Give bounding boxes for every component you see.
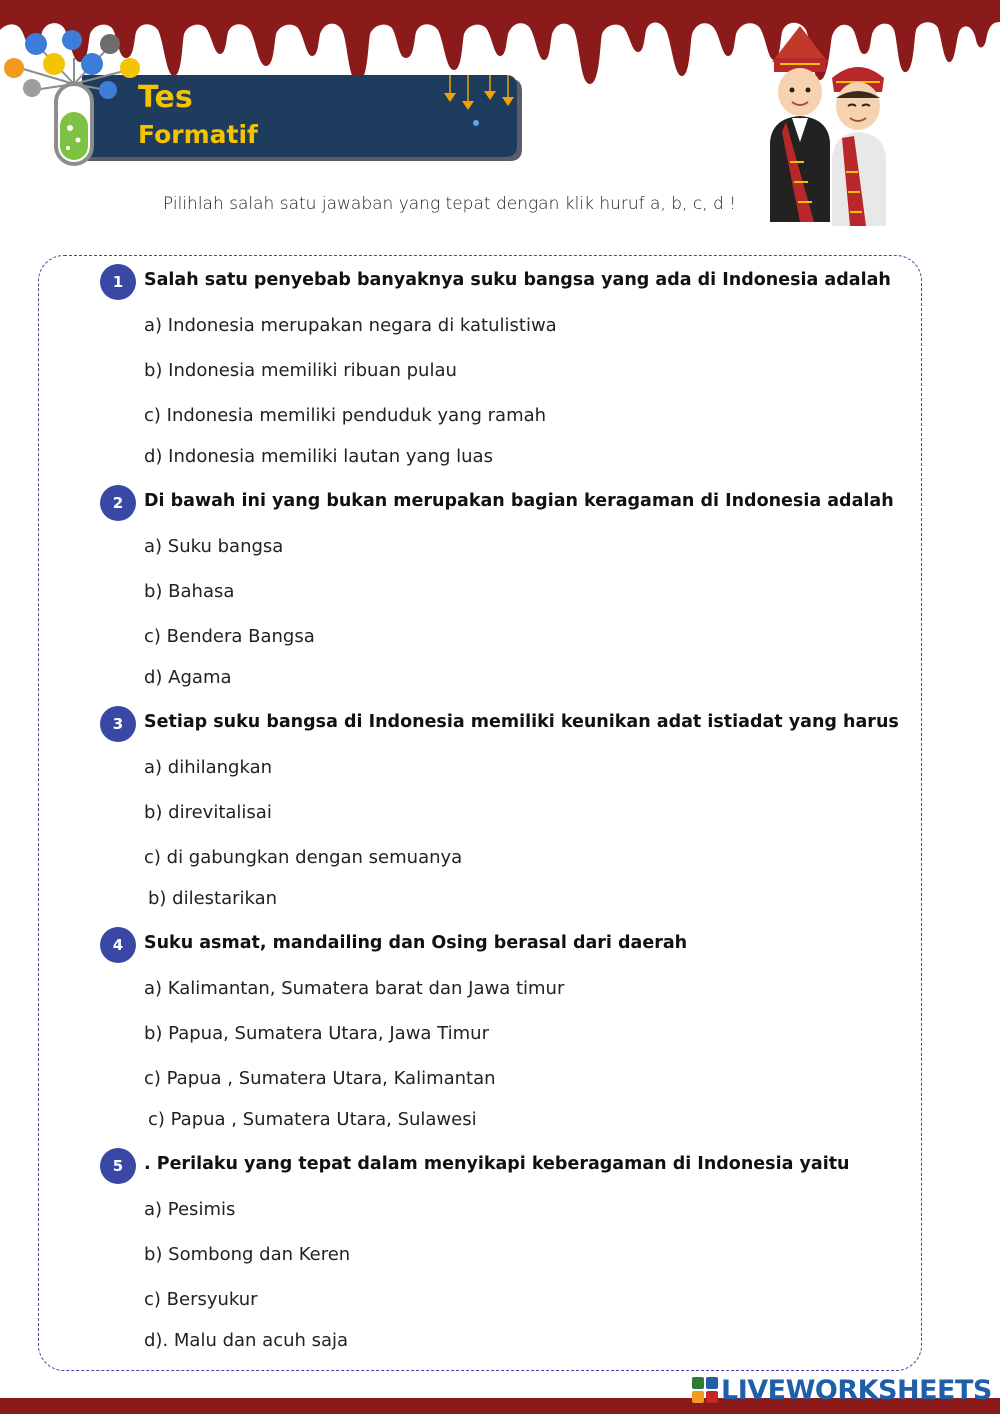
answer-option[interactable]: d) Indonesia memiliki lautan yang luas [144, 446, 493, 467]
answer-option[interactable]: b) Bahasa [144, 581, 235, 602]
question-number-badge: 1 [100, 264, 136, 300]
question-number-badge: 3 [100, 706, 136, 742]
title-line-2: Formatif [138, 120, 258, 149]
test-tube-icon [0, 28, 150, 168]
answer-option[interactable]: c) Bendera Bangsa [144, 626, 315, 647]
answer-option[interactable]: b) direvitalisai [144, 802, 272, 823]
answer-option[interactable]: a) dihilangkan [144, 757, 273, 778]
answer-option[interactable]: a) Indonesia merupakan negara di katulistiwa [144, 315, 557, 336]
answer-option[interactable]: c) Indonesia memiliki penduduk yang ramah [144, 405, 547, 426]
question-text: Di bawah ini yang bukan merupakan bagian keragaman di Indonesia adalah [144, 491, 894, 511]
answer-option[interactable]: a) Suku bangsa [144, 536, 284, 557]
answer-option[interactable]: d) Agama [144, 667, 232, 688]
logo-text: LIVEWORKSHEETS [721, 1374, 992, 1406]
answer-option[interactable]: c) Papua , Sumatera Utara, Kalimantan [144, 1068, 496, 1089]
traditional-couple-illustration [762, 22, 894, 228]
answer-option[interactable]: b) Indonesia memiliki ribuan pulau [144, 360, 457, 381]
question-text: . Perilaku yang tepat dalam menyikapi keberagaman di Indonesia yaitu [144, 1154, 850, 1174]
answer-option[interactable]: a) Pesimis [144, 1199, 236, 1220]
question-number-badge: 5 [100, 1148, 136, 1184]
title-line-1: Tes [138, 80, 193, 115]
answer-option[interactable]: b) Sombong dan Keren [144, 1244, 351, 1265]
liveworksheets-logo[interactable] [692, 1374, 992, 1406]
answer-option[interactable]: c) di gabungkan dengan semuanya [144, 847, 463, 868]
instruction-text: Pilihlah salah satu jawaban yang tepat dengan klik huruf a, b, c, d ! [163, 194, 737, 214]
answer-option[interactable]: a) Kalimantan, Sumatera barat dan Jawa timur [144, 978, 565, 999]
logo-grid-icon [692, 1377, 718, 1403]
question-text: Salah satu penyebab banyaknya suku bangsa yang ada di Indonesia adalah [144, 270, 891, 290]
answer-option[interactable]: b) dilestarikan [148, 888, 278, 909]
answer-option[interactable]: c) Papua , Sumatera Utara, Sulawesi [148, 1109, 477, 1130]
answer-option[interactable]: c) Bersyukur [144, 1289, 258, 1310]
answer-option[interactable]: d). Malu dan acuh saja [144, 1330, 349, 1351]
answer-option[interactable]: b) Papua, Sumatera Utara, Jawa Timur [144, 1023, 489, 1044]
question-number-badge: 4 [100, 927, 136, 963]
question-text: Setiap suku bangsa di Indonesia memiliki keunikan adat istiadat yang harus [144, 712, 899, 732]
question-number-badge: 2 [100, 485, 136, 521]
question-text: Suku asmat, mandailing dan Osing berasal dari daerah [144, 933, 688, 953]
